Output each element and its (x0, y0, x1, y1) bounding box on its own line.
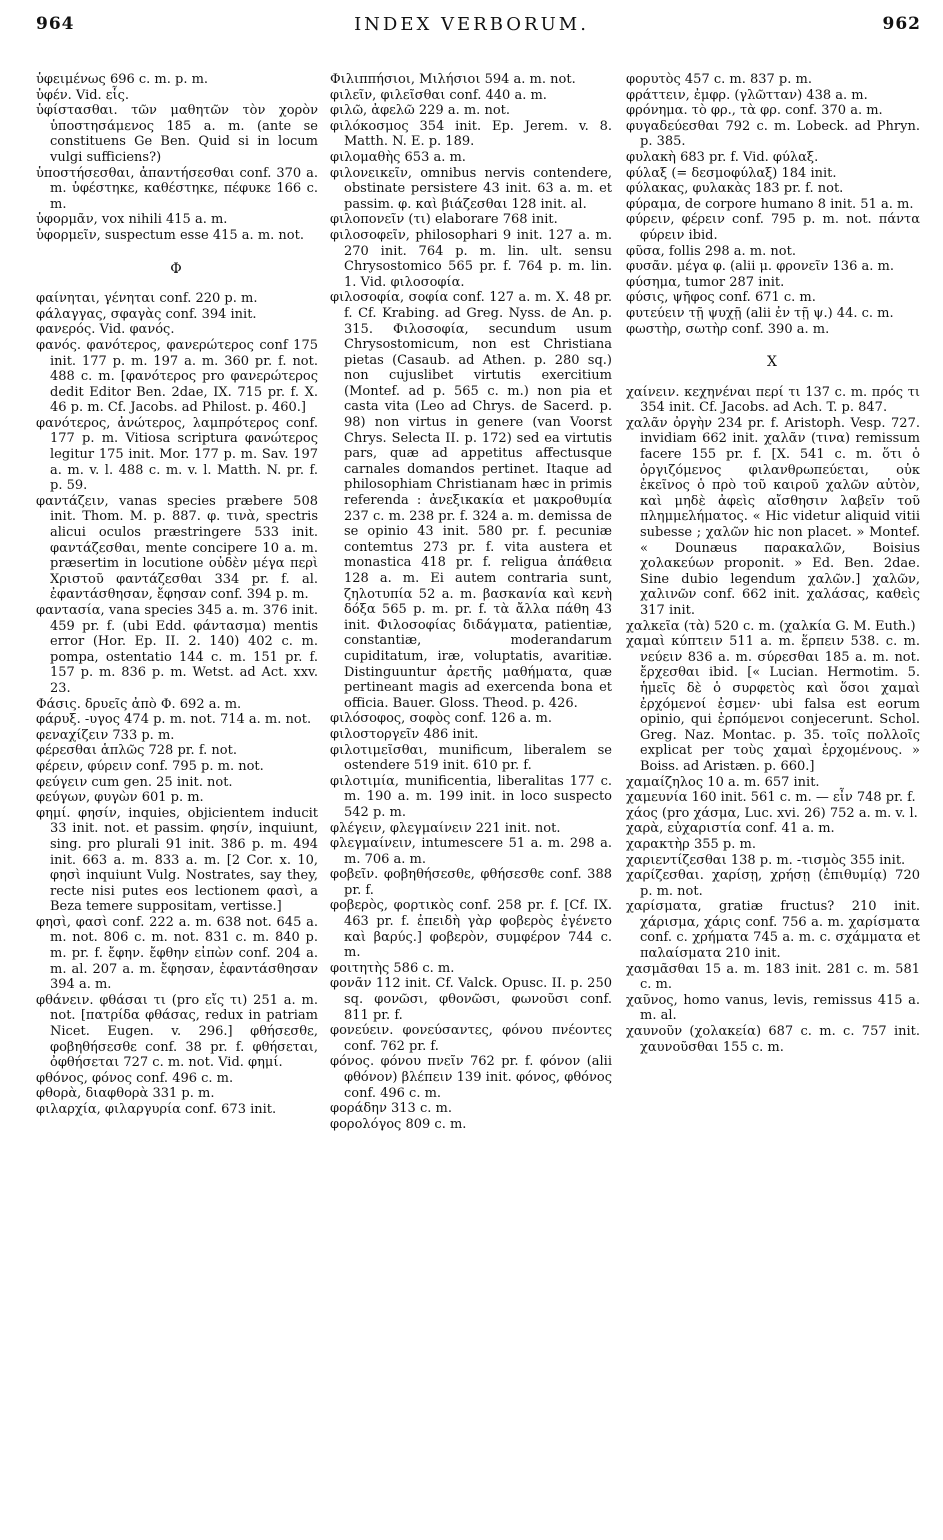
index-entry: φησὶ, φασὶ conf. 222 a. m. 638 not. 645 a. m. not. 806 c. m. not. 831 c. m. 840 p. m. pr. f. ἔφην. ἔφθην εἰπὼν conf. 204 a. m. al. 207 a. m. ἔφησαν, ἐφαντάσθησαν 394 a. m. (36, 914, 318, 993)
index-entry: χαυνοῦν (χολακεία) 687 c. m. c. 757 init. χαυνοῦσθαι 155 c. m. (626, 1024, 920, 1055)
index-entry: φῦσα, follis 298 a. m. not. (626, 243, 796, 259)
column-1 (36, 72, 318, 1532)
index-entry: φοιτητὴς 586 c. m. (330, 960, 455, 976)
index-entry: φάλαγγας, σφαγὰς conf. 394 init. (36, 306, 257, 322)
index-entry: Φιλιππήσιοι, Μιλήσιοι 594 a. m. not. (330, 72, 576, 87)
index-entry: φάρυξ. -υγος 474 p. m. not. 714 a. m. not. (36, 712, 312, 728)
index-entry: φιλοτιμεῖσθαι, munificum, liberalem se ostendere 519 init. 610 pr. f. (330, 742, 612, 774)
index-entry: φιλῶ, ἀφελῶ 229 a. m. not. (330, 103, 511, 119)
index-entry: φόνος. φόνου πνεῖν 762 pr. f. φόνον (alii φθόνον) βλέπειν 139 init. φόνος, φθόνος conf. 496 c. m. (330, 1054, 612, 1101)
index-entry: φύσις, ψῆφος conf. 671 c. m. (626, 290, 816, 306)
index-entry: φύρειν, φέρειν conf. 795 p. m. not. πάντα φύρειν ibid. (626, 212, 920, 243)
index-entry: φεύγειν cum gen. 25 init. not. (36, 774, 233, 790)
index-entry: φωστὴρ, σωτὴρ conf. 390 a. m. (626, 321, 830, 337)
index-entry: φαντάζειν, vanas species præbere 508 init. Thom. M. p. 887. φ. τινὰ, spectris alicui oculos præstringere 533 init. φαντάζεσθαι, mente concipere 10 a. m. præsertim in locutione οὐδὲν μέγα περὶ Χριστοῦ φαντάζεσθαι 334 pr. f. al. ἐφαντάσθησαν, ἔφησαν conf. 394 p. m. (36, 493, 318, 603)
page-header (0, 0, 943, 40)
index-entry: φοβερὸς, φορτικὸς conf. 258 pr. f. [Cf. IX. 463 pr. f. ἐπειδὴ γὰρ φοβερὸς ἐγένετο καὶ βαρύς.] φοβερὸν, συμφέρον 744 c. m. (330, 898, 612, 961)
entries-phi (36, 291, 318, 1117)
index-entry: χαλᾶν ὀργὴν 234 pr. f. Aristoph. Vesp. 727. invidiam 662 init. χαλᾶν (τινα) remissum facere 155 pr. f. [X. 541 c. m. ὅτι ὁ ὀργιζόμενος φιλανθρωπεύεται, οὐκ ἐκεῖνος ὁ πρὸ τοῦ καιροῦ χαλῶν αὐτὸν, καὶ μηδὲ ἀφεὶς αἴσθησιν λαβεῖν τοῦ πλημμελήματος. « Hic videtur aliquid vitii subesse ; χαλῶν hic non placet. » Montef. « Dounæus παρακαλῶν, Boisius χολακεύων proponit. » Ed. Ben. 2dae. Sine dubio legendum χαλῶν.] χαλῶν, χαλινῶν conf. 662 init. χαλάσας, καθεὶς 317 init. (626, 415, 920, 618)
index-entry: φορολόγος 809 c. m. (330, 1116, 467, 1132)
index-entry: φιλόκοσμος 354 init. Ep. Jerem. v. 8. Matth. N. E. p. 189. (330, 118, 612, 150)
section-letter-chi: X (767, 354, 779, 371)
index-entry: φθόνος, φόνος conf. 496 c. m. (36, 1070, 234, 1086)
index-entry: φαντασία, vana species 345 a. m. 376 init. 459 pr. f. (ubi Edd. φάντασμα) mentis error (Hor. Ep. II. 2. 140) 402 c. m. pompa, ostentatio 144 c. m. 151 pr. f. 157 p. m. 836 p. m. Wetst. ad Act. xxv. 23. (36, 603, 318, 696)
index-entry: ὑφειμένως 696 c. m. p. m. (36, 72, 209, 87)
index-entry: φύλακας, φυλακὰς 183 pr. f. not. (626, 181, 844, 197)
index-entry: φεναχίζειν 733 p. m. (36, 727, 175, 743)
entries-chi (626, 385, 920, 1056)
entries-phi-end (626, 72, 920, 337)
index-entry: φθορὰ, διαφθορὰ 331 p. m. (36, 1086, 215, 1102)
index-entry: φορυτὸς 457 c. m. 837 p. m. (626, 72, 812, 87)
index-entry: Φάσις. δρυεῖς ἀπὸ Φ. 692 a. m. (36, 696, 242, 712)
page-number-left: 964 (36, 14, 75, 34)
index-entry: φλέγειν, φλεγμαίνειν 221 init. not. (330, 820, 561, 836)
index-entry: φιλοστοργεῖν 486 init. (330, 726, 479, 742)
index-entry: φημί. φησίν, inquies, objicientem inducit 33 init. not. et passim. φησίν, inquiunt, sing. pro plurali 91 init. 386 p. m. 494 init. 663 a. m. 833 a. m. [2 Cor. x. 10, φησὶ inquiunt Vulg. Nostrates, say they, recte nisi putes eos lectionem φασὶ, a Beza temere suppositam, vertisse.] (36, 805, 318, 915)
index-entry: φυγαδεύεσθαι 792 c. m. Lobeck. ad Phryn. p. 385. (626, 118, 920, 150)
index-entry: φανότερος, ἀνώτερος, λαμπρότερος conf. 177 p. m. Vitiosa scriptura φανώτερος legitur 175 init. Mor. 177 p. m. Sav. 197 a. m. v. l. 488 c. m. v. l. Matth. N. pr. f. p. 59. (36, 415, 318, 494)
index-entry: φοράδην 313 c. m. (330, 1101, 452, 1117)
index-entry: χάος (pro χάσμα, Luc. xvi. 26) 752 a. m. v. l. (626, 805, 918, 821)
index-entry: φυσᾶν. μέγα φ. (alii μ. φρονεῖν 136 a. m. (626, 259, 894, 275)
page-number-right: 962 (882, 14, 921, 34)
index-entry: ὑφορμεῖν, suspectum esse 415 a. m. not. (36, 227, 304, 243)
index-entry: φιλοπονεῖν (τι) elaborare 768 init. (330, 212, 558, 228)
index-entry: ὑφορμᾶν, vox nihili 415 a. m. (36, 212, 228, 228)
index-entry: φαίνηται, γένηται conf. 220 p. m. (36, 291, 258, 307)
running-title: INDEX VERBORUM. (354, 14, 589, 35)
entries-phi-cont (330, 72, 612, 1132)
index-entry: χαμαίζηλος 10 a. m. 657 init. (626, 774, 820, 790)
index-entry: φύραμα, de corpore humano 8 init. 51 a. m. (626, 196, 914, 212)
index-entry: φυτεύειν τῇ ψυχῇ (alii ἐν τῇ ψ.) 44. c. m. (626, 305, 894, 321)
section-letter-phi: Φ (170, 260, 184, 277)
index-entry: φονᾶν 112 init. Cf. Valck. Opusc. II. p. 250 sq. φονῶσι, φθονῶσι, φωνοῦσι conf. 811 pr. f. (330, 976, 612, 1023)
index-entry: χαριεντίζεσθαι 138 p. m. -τισμὸς 355 init. (626, 852, 906, 868)
index-entry: χαμαὶ κύπτειν 511 a. m. ἕρπειν 538. c. m. νεύειν 836 a. m. σύρεσθαι 185 a. m. not. ἔρχεσθαι ibid. [« Lucian. Hermotim. 5. ἡμεῖς δὲ ὁ συρφετὸς καὶ ὅσοι χαμαὶ ἐρχόμενοί ἐσμεν· ubi falsa est eorum opinio, qui ἐρπόμενοι conjecerunt. Schol. Greg. Naz. Montac. p. 35. τοῖς πολλοῖς explicat per τοὺς χαμαὶ ἐρχομένους. » Boiss. ad Aristæn. p. 660.] (626, 634, 920, 774)
index-entry: φιλαρχία, φιλαργυρία conf. 673 init. (36, 1102, 277, 1117)
column-2 (330, 72, 612, 1532)
index-entry: χαρίσματα, gratiæ fructus? 210 init. χάρισμα, χάρις conf. 756 a. m. χαρίσματα conf. c. χρήματα 745 a. m. c. σχάμματα et παλαίσματα 210 init. (626, 899, 920, 962)
index-entry: φιλομαθὴς 653 a. m. (330, 149, 466, 165)
index-entry: φέρειν, φύρειν conf. 795 p. m. not. (36, 758, 264, 774)
index-entry: φιλοσοφία, σοφία conf. 127 a. m. X. 48 pr. f. Cf. Krabing. ad Greg. Nyss. de An. p. 315. Φιλοσοφία, secundum usum Chrysostomicum, non est Christiana pietas (Casaub. ad Athen. p. 280 sq.) non cujuslibet virtutis exercitium (Montef. ad p. 565 c. m.) non pia et casta vita (Leo ad Chrys. de Sacerd. p. 98) non virtus in genere (van Voorst Chrys. Selecta II. p. 172) sed ea virtutis pars, quæ ad appetitus affectusque carnales domandos pertinet. Itaque ad philosophiam Christianam hæc in primis referenda : ἀνεξικακία et μακροθυμία 237 c. m. 238 pr. f. 324 a. m. demissa de se opinio 43 init. 580 pr. f. pecuniæ contemtus 273 pr. f. vita austera et monastica 418 pr. f. religua ἀπάθεια 128 a. m. Ei autem contraria sunt, ζηλοτυπία 52 a. m. βασκανία καὶ κενὴ δόξα 565 p. m. pr. f. τὰ ἄλλα πάθη 43 init. Φιλοσοφίας διδάγματα, patientiæ, constantiæ, moderandarum cupiditatum, iræ, voluptatis, avaritiæ. Distinguuntur ἀρετῆς μαθήματα, quæ pertineant magis ad exercenda bona et officia. Bauer. Gloss. Theod. p. 426. (330, 290, 612, 711)
index-entry: φιλεῖν, φιλεῖσθαι conf. 440 a. m. (330, 87, 547, 103)
index-entry: φονεύειν. φονεύσαντες, φόνου πνέοντες conf. 762 pr. f. (330, 1023, 612, 1054)
index-entry: χασμᾶσθαι 15 a. m. 183 init. 281 c. m. 581 c. m. (626, 961, 920, 993)
index-entry: φύλαξ (= δεσμοφύλαξ) 184 init. (626, 165, 837, 181)
index-entry: φύσημα, tumor 287 init. (626, 274, 785, 290)
index-entry: ὑφίστασθαι. τῶν μαθητῶν τὸν χορὸν ὑποστησάμενος 185 a. m. (ante se constituens Ge Ben. Quid si in locum vulgi sufficiens?) (36, 103, 318, 165)
column-3 (626, 72, 920, 1532)
index-entry: φλεγμαίνειν, intumescere 51 a. m. 298 a. m. 706 a. m. (330, 836, 612, 867)
entries-upsilon (36, 72, 318, 244)
index-entry: φυλακὴ 683 pr. f. Vid. φύλαξ. (626, 149, 819, 165)
index-entry: φανερός. Vid. φανός. (36, 322, 175, 338)
index-entry: χαῦνος, homo vanus, levis, remissus 415 a. m. al. (626, 992, 920, 1024)
index-entry: χαρὰ, εὐχαριστία conf. 41 a. m. (626, 821, 835, 837)
index-entry: φοβεῖν. φοβηθήσεσθε, φθήσεσθε conf. 388 pr. f. (330, 867, 612, 898)
index-entry: φιλόσοφος, σοφὸς conf. 126 a. m. (330, 711, 552, 727)
index-entry: φιλοσοφεῖν, philosophari 9 init. 127 a. m. 270 init. 764 p. m. lin. ult. sensu Chrysostomico 565 pr. f. 764 p. m. lin. 1. Vid. φιλοσοφία. (330, 227, 612, 290)
index-entry: φανός. φανότερος, φανερώτερος conf 175 init. 177 p. m. 197 a. m. 360 pr. f. not. 488 c. m. [φανότερος pro φανερώτερος dedit Editor Ben. 2dae, IX. 715 pr. f. X. 46 p. m. Cf. Jacobs. ad Philost. p. 460.] (36, 337, 318, 416)
index-entry: χαμευνία 160 init. 561 c. m. — εἶν 748 pr. f. (626, 790, 916, 806)
index-entry: φιλοτιμία, munificentia, liberalitas 177 c. m. 190 a. m. 199 init. in loco suspecto 542 p. m. (330, 773, 612, 820)
index-entry: ὑφέν. Vid. εἷς. (36, 87, 130, 103)
index-entry: φιλονεικεῖν, omnibus nervis contendere, obstinate persistere 43 init. 63 a. m. et passim. φ. καὶ βιάζεσθαι 128 init. al. (330, 165, 612, 212)
index-entry: χαρίζεσθαι. χαρίσῃ, χρήσῃ (ἐπιθυμίᾳ) 720 p. m. not. (626, 868, 920, 899)
index-entry: φθάνειν. φθάσαι τι (pro εἴς τι) 251 a. m. not. [πατρίδα φθάσας, redux in patriam Nicet. Eugen. v. 296.] φθήσεσθε, φοβηθήσεσθε conf. 38 pr. f. φθήσεται, ὀφθήσεται 727 c. m. not. Vid. φημί. (36, 992, 318, 1071)
index-entry: φρόνημα. τὸ φρ., τὰ φρ. conf. 370 a. m. (626, 103, 883, 119)
index-entry: χαίνειν. κεχηνέναι περί τι 137 c. m. πρός τι 354 init. Cf. Jacobs. ad Ach. T. p. 847. (626, 384, 920, 416)
index-entry: χαλκεῖα (τὰ) 520 c. m. (χαλκία G. M. Euth.) (626, 618, 916, 634)
index-entry: ὑποστήσεσθαι, ἀπαντήσεσθαι conf. 370 a. m. ὑφέστηκε, καθέστηκε, πέφυκε 166 c. m. (36, 165, 318, 212)
index-entry: φεύγων, φυγὼν 601 p. m. (36, 790, 204, 806)
index-entry: φέρεσθαι ἁπλῶς 728 pr. f. not. (36, 743, 237, 759)
index-entry: χαρακτὴρ 355 p. m. (626, 836, 756, 852)
index-entry: φράττειν, ἐμφρ. (γλῶτταν) 438 a. m. (626, 87, 868, 103)
